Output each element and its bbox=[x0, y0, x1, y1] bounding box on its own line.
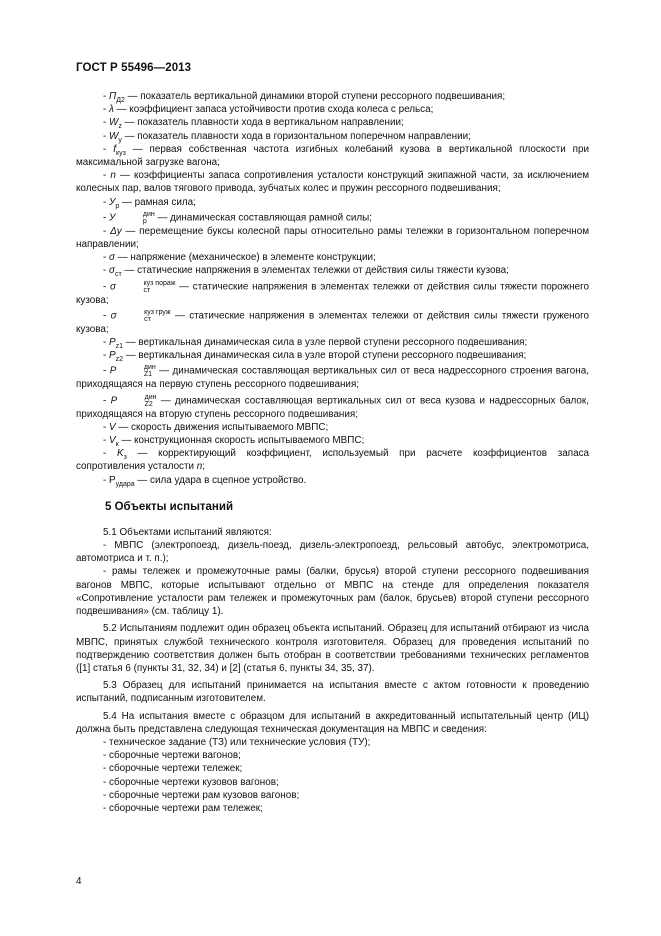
definition-text: — статические напряжения в элементах тележки от действия силы тяжести груженого кузова; bbox=[76, 310, 589, 335]
symbol-subscript: ст bbox=[115, 271, 122, 279]
paragraph-5-3: 5.3 Образец для испытаний принимается на испытания вместе с актом готовности к проведению испытаний, подписанным изготовителем. bbox=[76, 680, 589, 705]
definition-text: — показатель плавности хода в горизонтальном поперечном направлении; bbox=[121, 130, 471, 142]
definition-text: — сила удара в сцепное устройство. bbox=[134, 474, 307, 486]
definition-item: - $P_{z1}$ — вертикальная динамическая сила в узле первой ступени рессорного подвешивания; bbox=[103, 337, 528, 351]
symbol: n bbox=[196, 461, 203, 473]
definitions-list bbox=[76, 90, 589, 487]
symbol: K bbox=[117, 448, 124, 460]
symbol: V bbox=[109, 421, 116, 433]
definition-item: - $P_{удара}$ — сила удара в сцепное устройство. bbox=[103, 474, 307, 488]
symbol-subscript: z1 bbox=[115, 343, 124, 351]
definition-item: - $W_z$ — показатель плавности хода в вертикальном направлении; bbox=[103, 117, 404, 131]
symbol-subscript: y bbox=[118, 136, 122, 144]
definition-item: - $P_{z2}$ — вертикальная динамическая сила в узле второй ступени рессорного подвешивания; bbox=[103, 350, 527, 364]
definition-item: - $П_{Д2}$ — показатель вертикальной динамики второй ступени рессорного подвешивания; bbox=[103, 91, 506, 104]
symbol: П bbox=[109, 91, 117, 102]
definition-item: - $\sigma_{ст}$ — статические напряжения в элементах тележки от действия силы тяжести кузова; bbox=[103, 265, 509, 279]
definition-text: — перемещение буксы колесной пары относительно рамы тележки в горизонтальном поперечном направлении; bbox=[76, 225, 589, 251]
symbol: Δy bbox=[110, 225, 122, 237]
definition-item: - $W_y$ — показатель плавности хода в горизонтальном поперечном направлении; bbox=[103, 130, 471, 144]
definition-text: — статические напряжения в элементах тележки от действия силы тяжести кузова; bbox=[121, 265, 509, 277]
symbol-subscript: з bbox=[123, 454, 127, 462]
definition-text: — корректирующий коэффициент, используемый при расчете коэффициентов запаса сопротивления усталости bbox=[76, 448, 589, 473]
symbol-superscript: дин bbox=[144, 393, 157, 401]
definition-text: — вертикальная динамическая сила в узле второй ступени рессорного подвешивания; bbox=[123, 350, 527, 362]
symbol-subscript: Д2 bbox=[116, 96, 125, 104]
definition-item: - $У_р$ — рамная сила; bbox=[103, 196, 196, 210]
definition-text: — коэффициенты запаса сопротивления усталости конструкций экипажной части, за исключением колесных пар, валов тягового привода, зубчатых колес и пружин рессорного подвешивания; bbox=[76, 170, 589, 195]
paragraph-5-1-item-a: - МВПС (электропоезд, дизель-поезд, дизель-электропоезд, рельсовый автобус, электромотриса, автомотриса и т. п.); bbox=[76, 540, 589, 565]
list-item: - сборочные чертежи рам кузовов вагонов; bbox=[103, 789, 300, 801]
definition-text: — статические напряжения в элементах тележки от действия силы тяжести порожнего кузова; bbox=[76, 281, 589, 306]
definition-item: - λ — коэффициент запаса устойчивости против схода колеса с рельса; bbox=[103, 104, 434, 116]
symbol: P bbox=[109, 337, 116, 349]
symbol-superscript: куз пораж bbox=[143, 279, 176, 287]
definition-text: — напряжение (механическое) в элементе конструкции; bbox=[115, 252, 376, 264]
definition-text: — коэффициент запаса устойчивости против схода колеса с рельса; bbox=[113, 104, 434, 116]
symbol-subscript: куз bbox=[115, 149, 126, 157]
symbol-subscript: р bbox=[115, 202, 120, 210]
paragraph-5-1: 5.1 Объектами испытаний являются: bbox=[103, 526, 272, 538]
definition-text: — конструкционная скорость испытываемого МВПС; bbox=[118, 435, 365, 447]
symbol: λ bbox=[109, 104, 114, 116]
symbol-subscript: z2 bbox=[115, 356, 124, 364]
definition-text: — вертикальная динамическая сила в узле первой ступени рессорного подвешивания; bbox=[123, 337, 528, 349]
symbol: P bbox=[109, 474, 116, 486]
definition-text: — динамическая составляющая вертикальных сил от веса надрессорного строения вагона, приходящаяся на первую ступень рессорного подвешивания; bbox=[76, 366, 589, 391]
definition-text: — динамическая составляющая вертикальных сил от веса кузова и надрессорных балок, приходящаяся на вторую ступень рессорного подвешивания; bbox=[76, 395, 589, 420]
page-number: 4 bbox=[76, 876, 82, 887]
symbol: P bbox=[109, 366, 117, 378]
definition-item: - n — коэффициенты запаса сопротивления усталости конструкций экипажной части, за исключением колесных пар, валов тягового привода, зубчатых колес и пружин рессорного подвешивания; bbox=[76, 170, 589, 195]
definition-text: — скорость движения испытываемого МВПС; bbox=[115, 421, 329, 433]
list-item: - сборочные чертежи кузовов вагонов; bbox=[103, 776, 279, 788]
symbol: n bbox=[110, 170, 116, 182]
paragraph-5-1-item-b: - рамы тележек и промежуточные рамы (балки, брусья) второй ступени рессорного подвешивания вагонов МВПС, которые испытывают отдельно от МВПС на стенде для определения показателя «Сопротивление усталости рам тележек и промежуточных рам (балок, брусьев) второй ступени рессорного подвешивания» (см. таблицу 1). bbox=[76, 566, 589, 618]
section-heading: 5 Объекты испытаний bbox=[105, 500, 234, 513]
symbol-subscript: ст bbox=[143, 286, 151, 294]
symbol: V bbox=[109, 435, 116, 447]
documentation-list bbox=[76, 736, 589, 815]
definition-text: — рамная сила; bbox=[119, 196, 196, 208]
definition-text: — показатель плавности хода в вертикальном направлении; bbox=[121, 117, 404, 129]
symbol: У bbox=[109, 212, 116, 224]
symbol: f bbox=[113, 143, 116, 155]
symbol: σ bbox=[110, 310, 117, 322]
definition-item: - σ куз пораж ст — статические напряжения в элементах тележки от действия силы тяжести порожнего кузова; bbox=[76, 279, 589, 306]
document-body bbox=[76, 90, 589, 815]
symbol-subscript: Z2 bbox=[144, 400, 153, 408]
symbol-subscript: р bbox=[142, 217, 147, 225]
list-item: - техническое задание (ТЗ) или технические условия (ТУ); bbox=[103, 736, 371, 748]
definition-item: - σ — напряжение (механическое) в элементе конструкции; bbox=[103, 252, 376, 264]
definition-text: — показатель вертикальной динамики второй ступени рессорного подвешивания; bbox=[124, 91, 506, 102]
definition-item: - P дин Z1 — динамическая составляющая вертикальных сил от веса надрессорного строения вагона, приходящаяся на первую ступень рессорного подвешивания; bbox=[76, 364, 589, 391]
list-item: - сборочные чертежи рам тележек; bbox=[103, 802, 263, 814]
definition-item: - $V_к$ — конструкционная скорость испытываемого МВПС; bbox=[103, 435, 365, 449]
symbol-superscript: дин bbox=[143, 364, 156, 372]
symbol: P bbox=[110, 395, 118, 407]
symbol: σ bbox=[109, 252, 116, 264]
definition-text: — динамическая составляющая рамной силы; bbox=[154, 212, 372, 224]
definition-item: - P дин Z2 — динамическая составляющая вертикальных сил от веса кузова и надрессорных балок, приходящаяся на вторую ступень рессорного подвешивания; bbox=[76, 393, 589, 420]
list-item: - сборочные чертежи тележек; bbox=[103, 763, 243, 775]
document-header: ГОСТ Р 55496—2013 bbox=[76, 62, 192, 74]
definition-item: - У дин р — динамическая составляющая рамной силы; bbox=[103, 210, 372, 225]
symbol-subscript: удара bbox=[115, 480, 135, 488]
symbol: У bbox=[109, 196, 116, 208]
symbol: σ bbox=[110, 281, 116, 293]
definition-tail: ; bbox=[202, 461, 206, 473]
symbol: σ bbox=[109, 265, 116, 277]
definition-item: - Δy — перемещение буксы колесной пары относительно рамы тележки в горизонтальном поперечном направлении; bbox=[76, 225, 589, 251]
symbol: W bbox=[109, 117, 119, 129]
symbol-superscript: дин bbox=[142, 210, 155, 218]
definition-text: — первая собственная частота изгибных колебаний кузова в вертикальной плоскости при максимальной загрузке вагона; bbox=[76, 143, 589, 169]
symbol-subscript: к bbox=[115, 441, 119, 449]
symbol-subscript: Z1 bbox=[143, 371, 153, 379]
definition-item: - $f_{куз}$ — первая собственная частота изгибных колебаний кузова в вертикальной плоскости при максимальной загрузке вагона; bbox=[76, 143, 589, 169]
symbol: W bbox=[109, 130, 119, 142]
paragraph-5-4: 5.4 На испытания вместе с образцом для испытаний в аккредитованный испытательный центр (ИЦ) должна быть представлена следующая техническая документация на МВПС и сведения: bbox=[76, 710, 589, 735]
list-item: - сборочные чертежи вагонов; bbox=[103, 750, 241, 762]
symbol-superscript: куз груж bbox=[144, 308, 171, 316]
symbol: P bbox=[109, 350, 116, 362]
symbol-subscript: ст bbox=[144, 315, 151, 323]
definition-item: - V — скорость движения испытываемого МВПС; bbox=[103, 421, 329, 433]
definition-item: - σ куз груж ст — статические напряжения в элементах тележки от действия силы тяжести груженого кузова; bbox=[76, 308, 589, 335]
definition-item: - $K_з$ — корректирующий коэффициент, используемый при расчете коэффициентов запаса сопротивления усталости n; bbox=[76, 448, 589, 473]
paragraph-5-2: 5.2 Испытаниям подлежит один образец объекта испытаний. Образец для испытаний отбирают из числа МВПС, принятых службой технического контроля изготовителя. Образец для проведения испытаний по подтверждению соответствия должен быть отобран в соответствии требованиями технических регламентов ([1] статья 6 (пункты 31, 32, 34) и [2] (статья 6, пункты 34, 35, 37). bbox=[76, 623, 589, 674]
symbol-subscript: z bbox=[118, 123, 122, 131]
